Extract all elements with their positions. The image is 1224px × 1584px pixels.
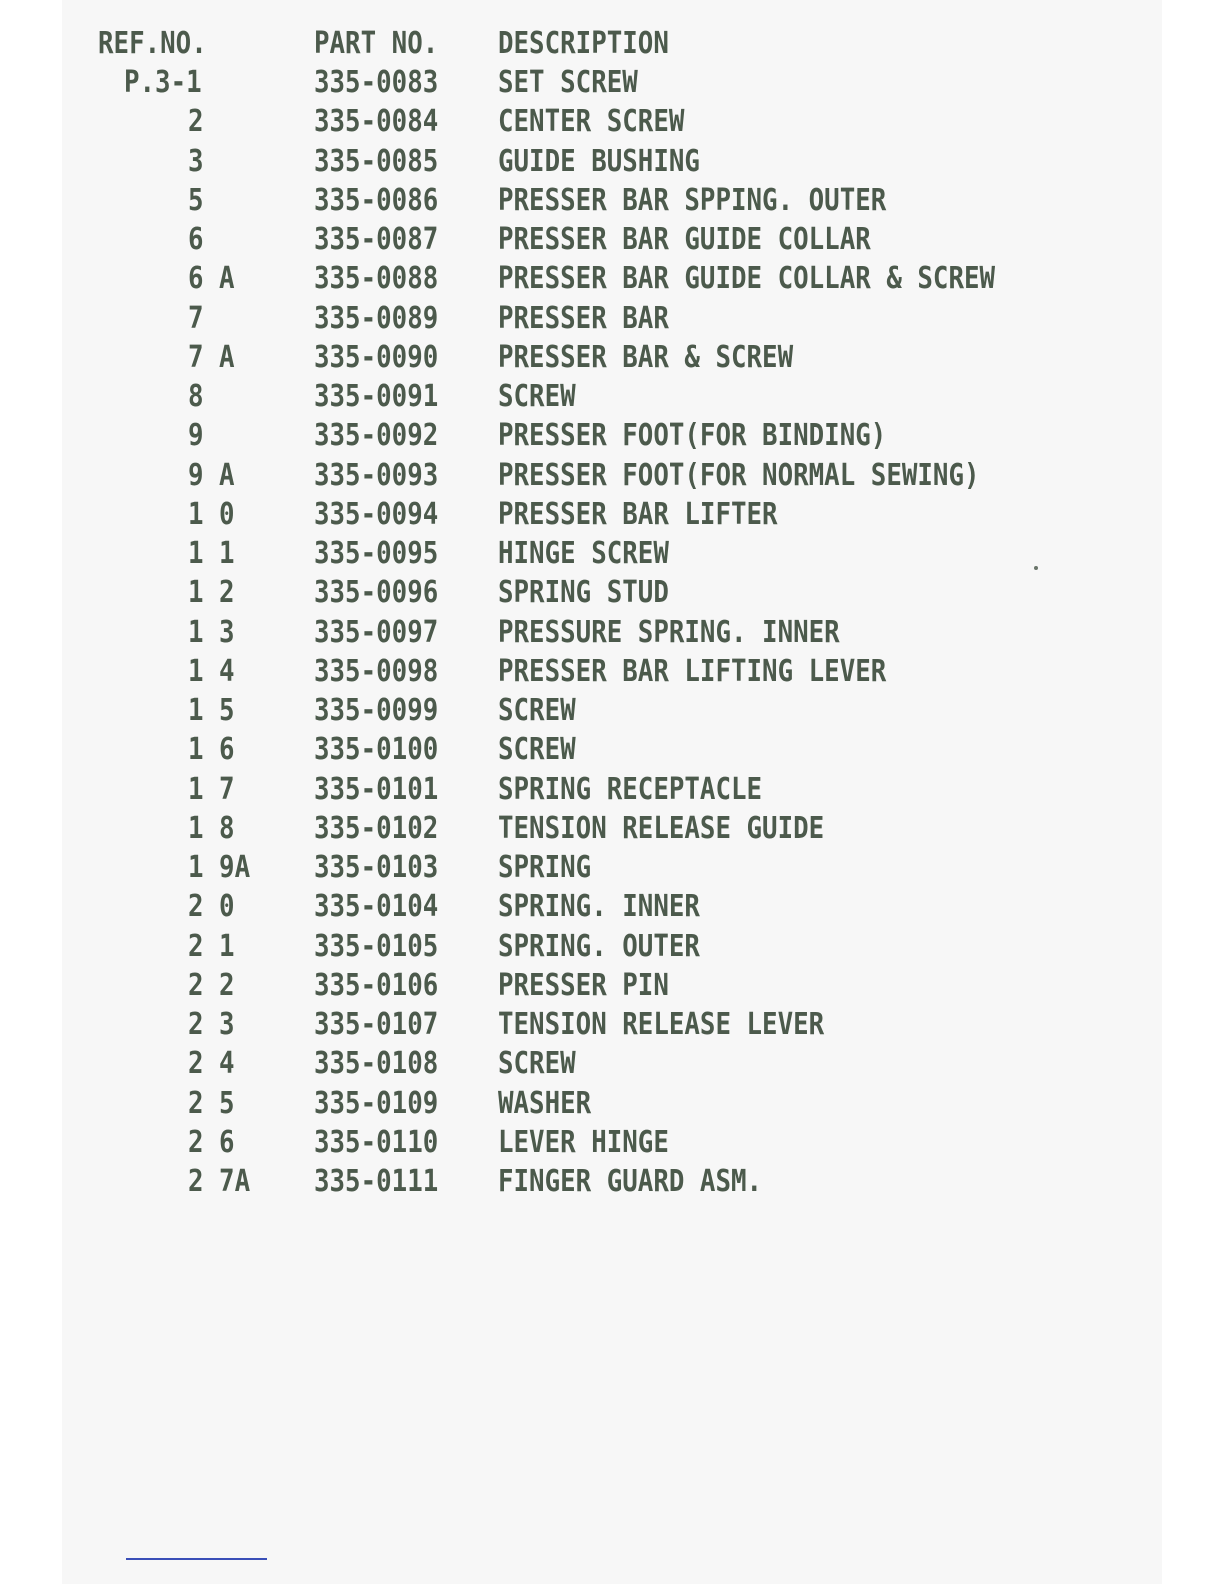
description-cell: GUIDE BUSHING [497,143,700,179]
table-row [0,1044,1118,1084]
ref-no-cell: P.3-1 [123,65,202,100]
table-row [0,652,1118,692]
part-no-cell: 335-0101 [313,771,439,807]
part-no-cell: 335-0103 [313,850,439,885]
description-cell: SPRING. INNER [497,889,700,925]
table-row [0,848,1118,888]
description-cell: SPRING STUD [497,575,669,611]
table-row [0,338,1118,378]
part-no-cell: 335-0092 [313,418,439,454]
description-cell: PRESSER FOOT(FOR BINDING) [497,418,887,454]
table-row [0,142,1118,182]
table-row [0,613,1118,653]
ref-no-cell: 2 1 [187,928,235,964]
part-no-cell: 335-0095 [313,536,439,571]
part-no-cell: 335-0109 [313,1085,439,1121]
ref-no-cell: 6 A [187,261,235,297]
ref-no-cell: 5 [187,182,204,218]
description-cell: PRESSER BAR SPPING. OUTER [497,182,887,218]
table-row [0,1005,1118,1045]
description-cell: PRESSER PIN [497,967,669,1003]
ref-no-cell: 1 3 [187,614,235,650]
part-no-cell: 335-0085 [313,143,439,179]
description-cell: SET SCREW [497,65,638,100]
table-row [0,966,1118,1006]
part-no-cell: 335-0096 [313,575,439,611]
table-row [0,887,1118,927]
ref-no-cell: 1 8 [187,810,235,846]
ref-no-cell: 1 1 [187,536,235,571]
description-cell: SCREW [497,379,576,414]
speck-mark [1034,566,1038,570]
table-row [0,102,1118,142]
ref-no-cell: 1 4 [187,653,235,689]
part-no-cell: 335-0099 [313,693,439,728]
table-row [0,220,1118,260]
footer-rule [126,1558,267,1560]
table-row [0,730,1118,770]
description-cell: PRESSER BAR [497,300,669,336]
description-cell: TENSION RELEASE LEVER [497,1007,825,1042]
ref-no-cell: 2 5 [187,1085,235,1121]
part-no-cell: 335-0083 [313,65,439,100]
table-row [0,377,1118,417]
part-no-cell: 335-0084 [313,104,439,140]
part-no-cell: 335-0107 [313,1007,439,1042]
part-no-cell: 335-0098 [313,653,439,689]
part-no-cell: 335-0087 [313,222,439,257]
ref-no-cell: 2 4 [187,1046,235,1082]
description-cell: PRESSER BAR LIFTER [497,496,778,532]
part-no-cell: 335-0104 [313,889,439,925]
description-cell: CENTER SCREW [497,104,685,140]
table-row [0,299,1118,339]
part-no-cell: 335-0108 [313,1046,439,1082]
table-row [0,573,1118,613]
table-row [0,1123,1118,1163]
description-cell: LEVER HINGE [497,1124,669,1160]
description-cell: PRESSURE SPRING. INNER [497,614,840,650]
part-no-cell: 335-0102 [313,810,439,846]
description-cell: SCREW [497,693,576,728]
column-header-part-no: PART NO. [313,26,439,61]
part-no-cell: 335-0100 [313,732,439,768]
part-no-cell: 335-0111 [313,1164,439,1199]
ref-no-cell: 2 [187,104,204,140]
ref-no-cell: 7 [187,300,204,336]
table-row [0,416,1118,456]
ref-no-cell: 2 6 [187,1124,235,1160]
table-row [0,1162,1118,1202]
description-cell: TENSION RELEASE GUIDE [497,810,825,846]
part-no-cell: 335-0097 [313,614,439,650]
description-cell: SCREW [497,1046,576,1082]
ref-no-cell: 2 2 [187,967,235,1003]
ref-no-cell: 1 0 [187,496,235,532]
column-header-ref-no: REF.NO. [97,26,207,61]
ref-no-cell: 9 [187,418,204,454]
description-cell: PRESSER BAR GUIDE COLLAR [497,222,871,257]
description-cell: FINGER GUARD ASM. [497,1164,763,1199]
part-no-cell: 335-0105 [313,928,439,964]
ref-no-cell: 1 5 [187,693,235,728]
ref-no-cell: 1 7 [187,771,235,807]
table-row [0,691,1118,731]
table-row [0,495,1118,535]
part-no-cell: 335-0094 [313,496,439,532]
part-no-cell: 335-0090 [313,339,439,375]
ref-no-cell: 2 7A [187,1164,251,1199]
table-row [0,456,1118,496]
table-row [0,534,1118,574]
part-no-cell: 335-0110 [313,1124,439,1160]
description-cell: PRESSER BAR LIFTING LEVER [497,653,887,689]
part-no-cell: 335-0093 [313,457,439,493]
table-row [0,1084,1118,1124]
ref-no-cell: 3 [187,143,204,179]
ref-no-cell: 6 [187,222,204,257]
part-no-cell: 335-0086 [313,182,439,218]
ref-no-cell: 7 A [187,339,235,375]
description-cell: SPRING [497,850,592,885]
description-cell: PRESSER BAR GUIDE COLLAR & SCREW [497,261,996,297]
ref-no-cell: 8 [187,379,204,414]
part-no-cell: 335-0091 [313,379,439,414]
ref-no-cell: 9 A [187,457,235,493]
table-row [0,809,1118,849]
description-cell: HINGE SCREW [497,536,669,571]
description-cell: SPRING. OUTER [497,928,700,964]
table-row [0,181,1118,221]
ref-no-cell: 2 3 [187,1007,235,1042]
description-cell: SPRING RECEPTACLE [497,771,763,807]
table-row [0,927,1118,967]
column-header-description: DESCRIPTION [497,26,669,61]
table-header [0,24,1118,64]
description-cell: WASHER [497,1085,592,1121]
ref-no-cell: 1 9A [187,850,251,885]
description-cell: PRESSER FOOT(FOR NORMAL SEWING) [497,457,980,493]
part-no-cell: 335-0089 [313,300,439,336]
description-cell: SCREW [497,732,576,768]
description-cell: PRESSER BAR & SCREW [497,339,794,375]
ref-no-cell: 1 2 [187,575,235,611]
ref-no-cell: 2 0 [187,889,235,925]
ref-no-cell: 1 6 [187,732,235,768]
table-row [0,259,1118,299]
table-row [0,63,1118,103]
table-row [0,770,1118,810]
part-no-cell: 335-0106 [313,967,439,1003]
part-no-cell: 335-0088 [313,261,439,297]
